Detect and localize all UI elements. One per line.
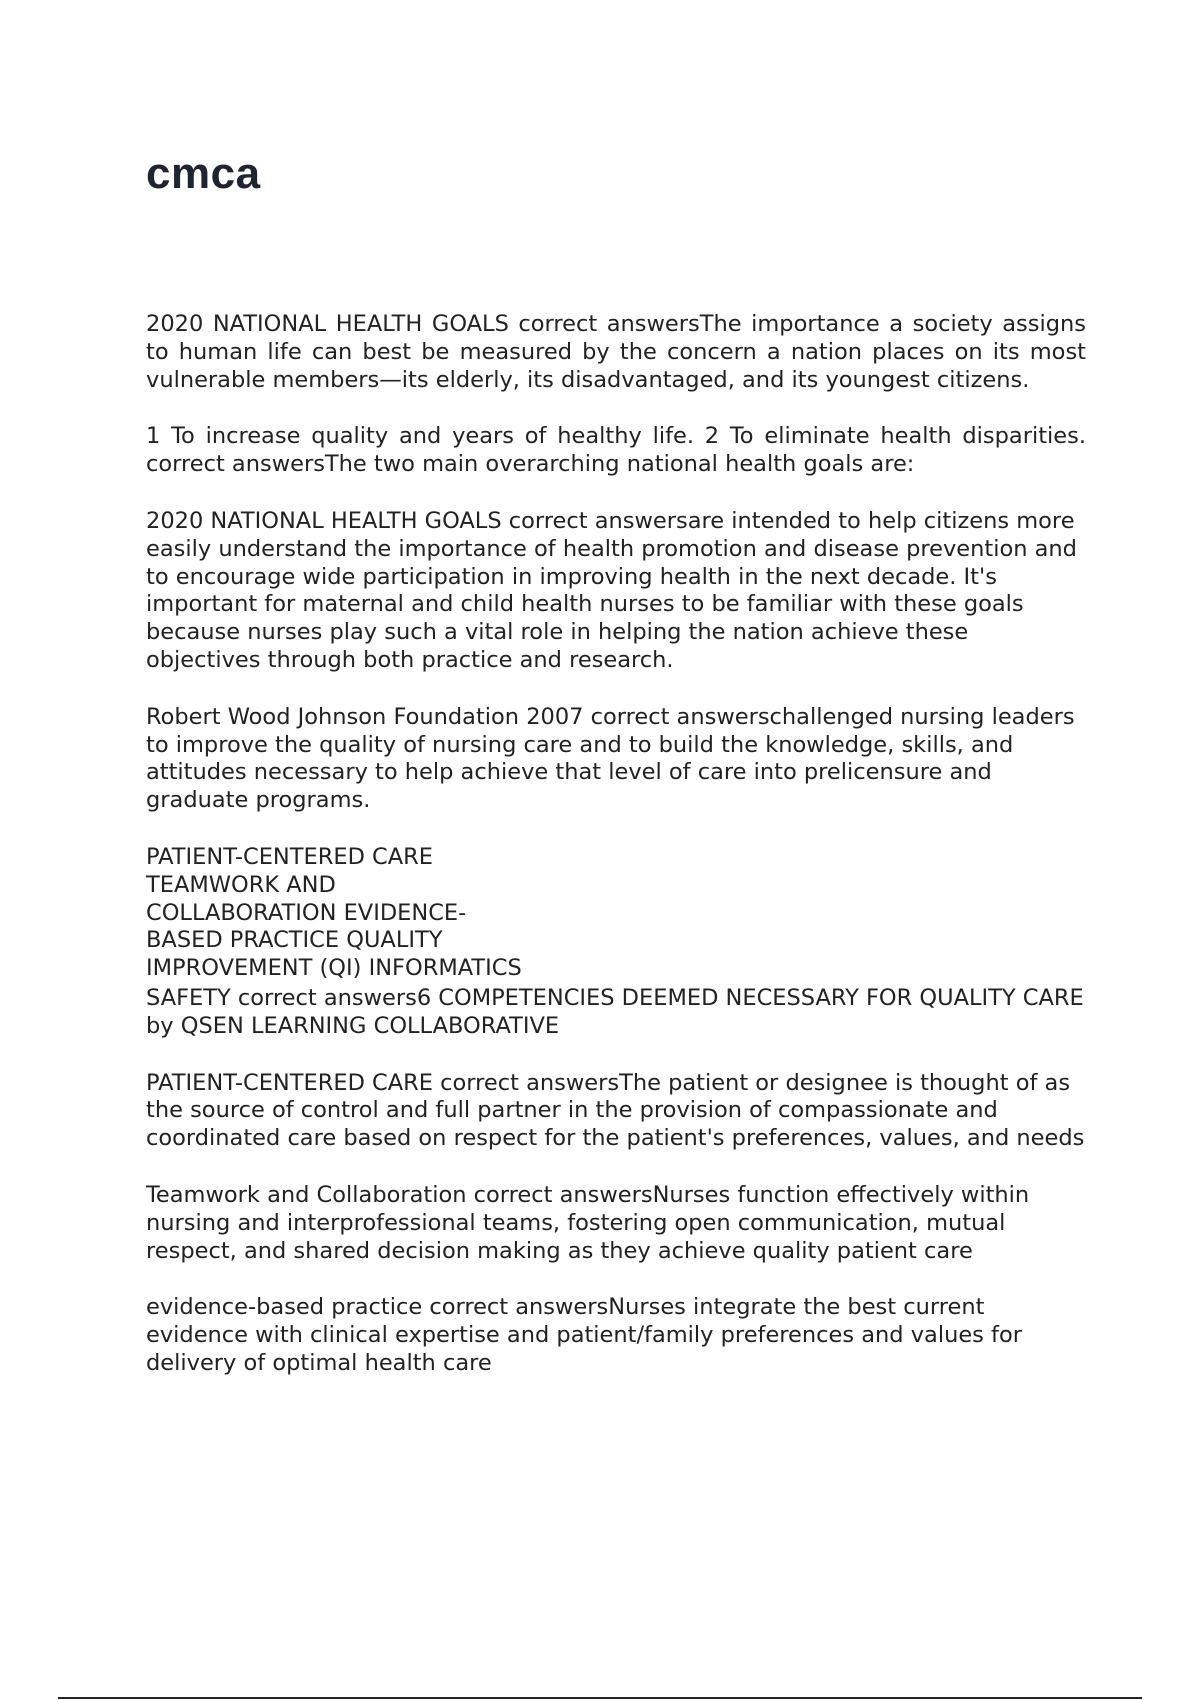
competency-line: TEAMWORK AND <box>146 871 336 898</box>
footer-divider <box>58 1697 1142 1699</box>
competency-line: COLLABORATION EVIDENCE- <box>146 899 467 926</box>
paragraph-two-main-goals: 1 To increase quality and years of healthy life. 2 To eliminate health disparities. correct answersThe two main overarching national health goals are: <box>146 423 1086 478</box>
qsen-competencies-block <box>146 844 1086 1041</box>
paragraph-evidence-based-practice: evidence-based practice correct answersNurses integrate the best current evidence with clinical expertise and patient/family preferences and values for delivery of optimal health care <box>146 1294 1022 1376</box>
paragraph-national-goals-purpose: 2020 NATIONAL HEALTH GOALS correct answersare intended to help citizens more easily understand the importance of health promotion and disease prevention and to encourage wide participation in improving health in the next decade. It's important for maternal and child health nurses to be familiar with these goals because nurses play such a vital role in helping the nation achieve these objectives through both practice and research. <box>146 507 1077 673</box>
competency-line: IMPROVEMENT (QI) INFORMATICS <box>146 955 522 982</box>
paragraph-national-goals-intro: 2020 NATIONAL HEALTH GOALS correct answersThe importance a society assigns to human life can best be measured by the concern a nation places on its most vulnerable members—its elderly, its disadvantaged, and its youngest citizens. <box>146 311 1086 393</box>
paragraph-patient-centered-care: PATIENT-CENTERED CARE correct answersThe patient or designee is thought of as the source of control and full partner in the provision of compassionate and coordinated care based on respect for the patient's preferences, values, and needs <box>146 1069 1085 1152</box>
document-title: cmca <box>146 149 261 198</box>
paragraph-teamwork-collaboration: Teamwork and Collaboration correct answersNurses function effectively within nursing and interprofessional teams, fostering open communication, mutual respect, and shared decision making as they achieve quality patient care <box>146 1181 1030 1264</box>
paragraph-rwjf-2007: Robert Wood Johnson Foundation 2007 correct answerschallenged nursing leaders to improve the quality of nursing care and to build the knowledge, skills, and attitudes necessary to help achieve that level of care into prelicensure and graduate programs. <box>146 703 1075 814</box>
document-body <box>146 311 1086 1407</box>
competency-line: BASED PRACTICE QUALITY <box>146 927 443 954</box>
competency-answer-line: SAFETY correct answers6 COMPETENCIES DEEMED NECESSARY FOR QUALITY CARE by QSEN LEARNING COLLABORATIVE <box>146 984 1084 1039</box>
competency-line: PATIENT-CENTERED CARE <box>146 843 433 870</box>
